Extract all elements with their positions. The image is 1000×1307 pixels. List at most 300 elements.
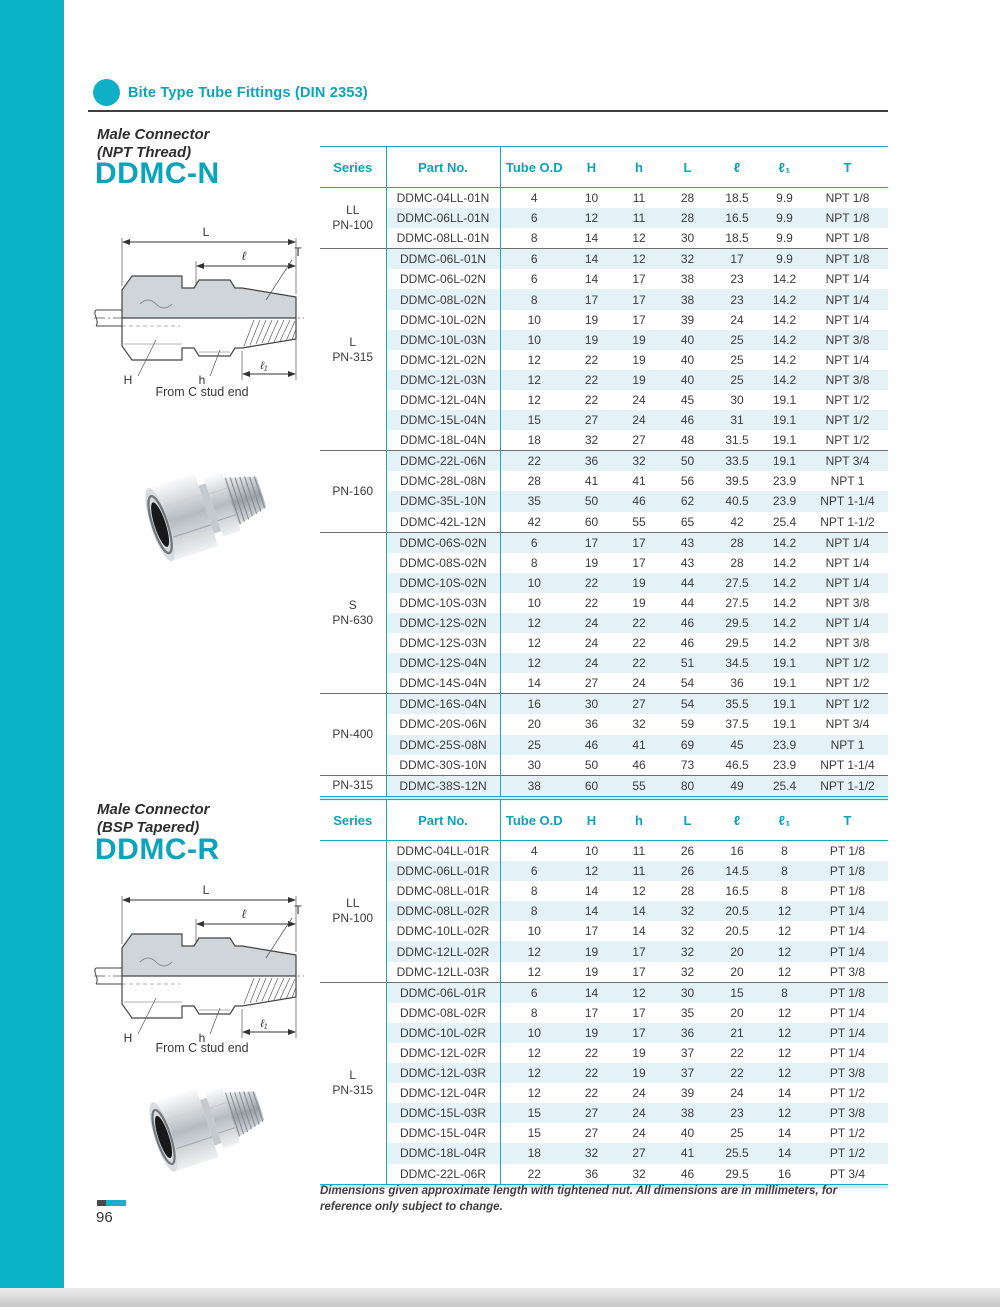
value-cell: NPT 1/4 bbox=[807, 532, 888, 553]
table-row bbox=[320, 1023, 888, 1043]
value-cell: PT 1/4 bbox=[807, 1023, 888, 1043]
value-cell: 27 bbox=[568, 1103, 615, 1123]
part-no-cell: DDMC-16S-04N bbox=[386, 694, 500, 715]
value-cell: NPT 1/8 bbox=[807, 208, 888, 228]
value-cell: 23.9 bbox=[762, 491, 807, 511]
part-no-cell: DDMC-06S-02N bbox=[386, 532, 500, 553]
part-no-cell: DDMC-12LL-03R bbox=[386, 962, 500, 983]
dim-label-l1: ℓ₁ bbox=[260, 1018, 268, 1030]
value-cell: 50 bbox=[663, 451, 712, 472]
value-cell: 19.1 bbox=[772, 392, 797, 407]
value-cell: 8 bbox=[530, 231, 538, 246]
value-cell: 32 bbox=[680, 964, 695, 979]
value-cell: 17 bbox=[632, 312, 646, 327]
value-cell: 18.5 bbox=[725, 231, 749, 246]
value-cell: 38 bbox=[663, 289, 712, 309]
value-cell: 46.5 bbox=[725, 757, 749, 772]
part-no-cell: DDMC-28L-08N bbox=[386, 471, 500, 491]
value-cell: 23.9 bbox=[772, 757, 797, 772]
page-number-bar bbox=[97, 1200, 126, 1206]
part-no-cell: DDMC-12LL-02R bbox=[386, 941, 500, 961]
value-cell: 6 bbox=[500, 982, 568, 1003]
table-row bbox=[320, 755, 888, 776]
value-cell: 17 bbox=[615, 941, 663, 961]
value-cell: 33.5 bbox=[712, 451, 762, 472]
value-cell: 11 bbox=[632, 191, 646, 206]
value-cell: 45 bbox=[712, 735, 762, 755]
dim-label-l: ℓ bbox=[242, 249, 246, 263]
value-cell: 12 bbox=[568, 861, 615, 881]
part-no-cell: DDMC-35L-10N bbox=[386, 491, 500, 511]
page-edge-strip bbox=[0, 1288, 1000, 1307]
value-cell: 38 bbox=[663, 1103, 712, 1123]
column-header: T bbox=[807, 800, 888, 841]
value-cell: 10 bbox=[500, 573, 568, 593]
value-cell: 23.9 bbox=[762, 735, 807, 755]
value-cell: 22 bbox=[615, 653, 663, 673]
value-cell: NPT 1-1/2 bbox=[807, 775, 888, 796]
value-cell: PT 1/4 bbox=[829, 1045, 866, 1060]
value-cell: 39 bbox=[680, 1086, 695, 1101]
value-cell: 12 bbox=[500, 1063, 568, 1083]
value-cell: 20 bbox=[527, 717, 541, 732]
value-cell: PT 1/4 bbox=[807, 941, 888, 961]
value-cell: 14 bbox=[568, 982, 615, 1003]
value-cell: 22 bbox=[615, 613, 663, 633]
value-cell: 40 bbox=[680, 352, 695, 367]
value-cell: PT 3/8 bbox=[807, 1063, 888, 1083]
column-header: Part No. bbox=[386, 147, 500, 188]
table-row bbox=[320, 694, 888, 715]
value-cell: 32 bbox=[663, 941, 712, 961]
value-cell: 43 bbox=[663, 532, 712, 553]
value-cell: NPT 1/2 bbox=[825, 392, 870, 407]
value-cell: NPT 1/2 bbox=[825, 676, 870, 691]
value-cell: 27.5 bbox=[725, 595, 749, 610]
table-row bbox=[320, 1123, 888, 1143]
value-cell: 14.2 bbox=[772, 636, 797, 651]
series-cell: PN-315 bbox=[320, 775, 386, 796]
value-cell: 22 bbox=[584, 392, 599, 407]
value-cell: 19 bbox=[568, 1023, 615, 1043]
value-cell: 19 bbox=[615, 370, 663, 390]
value-cell: PT 1/4 bbox=[829, 924, 866, 939]
column-header: H bbox=[568, 147, 615, 188]
value-cell: 29.5 bbox=[712, 613, 762, 633]
value-cell: 27 bbox=[632, 433, 646, 448]
value-cell: 14 bbox=[527, 676, 541, 691]
column-header: ℓ₁ bbox=[762, 800, 807, 841]
part-no-cell: DDMC-20S-06N bbox=[386, 714, 500, 734]
value-cell: PT 3/8 bbox=[829, 964, 866, 979]
part-no-cell: DDMC-12L-03R bbox=[386, 1063, 500, 1083]
value-cell: 25 bbox=[712, 370, 762, 390]
value-cell: 19 bbox=[632, 595, 646, 610]
technical-drawing-2 bbox=[92, 872, 306, 1049]
table-row bbox=[320, 390, 888, 410]
part-no-cell: DDMC-06L-02N bbox=[386, 269, 500, 289]
part-no-cell: DDMC-10L-03N bbox=[386, 330, 500, 350]
value-cell: 18.5 bbox=[725, 191, 749, 206]
value-cell: NPT 3/8 bbox=[825, 595, 870, 610]
value-cell: NPT 3/8 bbox=[825, 636, 870, 651]
value-cell: 8 bbox=[530, 1005, 538, 1020]
value-cell: 24 bbox=[730, 312, 744, 327]
part-no-cell: DDMC-12L-03N bbox=[386, 370, 500, 390]
technical-drawing-1 bbox=[92, 214, 306, 391]
table-row bbox=[320, 471, 888, 491]
page-number: 96 bbox=[96, 1209, 113, 1226]
value-cell: 12 bbox=[777, 964, 792, 979]
value-cell: 24 bbox=[632, 1086, 646, 1101]
value-cell: PT 1/8 bbox=[807, 982, 888, 1003]
value-cell: 14.2 bbox=[772, 312, 797, 327]
value-cell: 12 bbox=[527, 1045, 541, 1060]
value-cell: 10 bbox=[500, 1023, 568, 1043]
value-cell: 22 bbox=[712, 1063, 762, 1083]
value-cell: 14.2 bbox=[772, 595, 797, 610]
table-row bbox=[320, 735, 888, 755]
value-cell: 19 bbox=[615, 1063, 663, 1083]
value-cell: 12 bbox=[762, 901, 807, 921]
value-cell: 46 bbox=[680, 636, 695, 651]
value-cell: 15 bbox=[500, 1103, 568, 1123]
dim-label-h: h bbox=[198, 373, 206, 386]
part-no-cell: DDMC-06L-01R bbox=[386, 982, 500, 1003]
table-row bbox=[320, 881, 888, 901]
value-cell: NPT 1-1/2 bbox=[820, 514, 875, 529]
value-cell: 17 bbox=[632, 1005, 646, 1020]
value-cell: 49 bbox=[712, 775, 762, 796]
table-row bbox=[320, 553, 888, 573]
value-cell: 46 bbox=[680, 1166, 695, 1181]
table-row bbox=[320, 430, 888, 451]
value-cell: 14.2 bbox=[762, 370, 807, 390]
value-cell: 22 bbox=[584, 1086, 599, 1101]
value-cell: 29.5 bbox=[725, 636, 749, 651]
value-cell: 46 bbox=[615, 491, 663, 511]
column-header: h bbox=[615, 147, 663, 188]
part-no-cell: DDMC-08L-02R bbox=[386, 1003, 500, 1023]
value-cell: PT 1/8 bbox=[829, 844, 866, 859]
table-row bbox=[320, 310, 888, 330]
table-row bbox=[320, 841, 888, 862]
value-cell: 59 bbox=[680, 717, 695, 732]
part-no-cell: DDMC-08LL-02R bbox=[386, 901, 500, 921]
value-cell: 41 bbox=[632, 474, 646, 489]
value-cell: 12 bbox=[568, 208, 615, 228]
value-cell: 24 bbox=[568, 653, 615, 673]
value-cell: 35.5 bbox=[712, 694, 762, 715]
value-cell: 12 bbox=[527, 1086, 541, 1101]
value-cell: 60 bbox=[568, 775, 615, 796]
footnote: Dimensions given approximate length with tightened nut. All dimensions are in millimeters, for reference only subject to change. bbox=[320, 1185, 838, 1213]
value-cell: 38 bbox=[680, 272, 695, 287]
value-cell: 17 bbox=[632, 964, 646, 979]
value-cell: 40 bbox=[680, 1126, 695, 1141]
value-cell: 14 bbox=[762, 1143, 807, 1163]
value-cell: 32 bbox=[584, 433, 599, 448]
value-cell: 30 bbox=[730, 392, 744, 407]
value-cell: 27 bbox=[615, 694, 663, 715]
dim-label-L: L bbox=[202, 225, 210, 239]
table-row bbox=[320, 982, 888, 1003]
part-no-cell: DDMC-12L-04N bbox=[386, 390, 500, 410]
value-cell: 25.4 bbox=[762, 775, 807, 796]
value-cell: 12 bbox=[762, 1063, 807, 1083]
value-cell: 19 bbox=[584, 964, 599, 979]
value-cell: 9.9 bbox=[776, 231, 793, 246]
table-row bbox=[320, 941, 888, 961]
value-cell: 36 bbox=[663, 1023, 712, 1043]
value-cell: 36 bbox=[584, 1166, 599, 1181]
part-no-cell: DDMC-12L-02R bbox=[386, 1043, 500, 1063]
value-cell: 25 bbox=[730, 1126, 744, 1141]
value-cell: 4 bbox=[530, 844, 538, 859]
value-cell: 51 bbox=[663, 653, 712, 673]
value-cell: 14 bbox=[584, 884, 599, 899]
value-cell: 12 bbox=[527, 352, 541, 367]
value-cell: 14 bbox=[777, 1126, 792, 1141]
value-cell: 50 bbox=[568, 491, 615, 511]
value-cell: 27 bbox=[568, 410, 615, 430]
value-cell: NPT 1/2 bbox=[807, 653, 888, 673]
value-cell: NPT 1/2 bbox=[807, 694, 888, 715]
value-cell: 73 bbox=[680, 757, 695, 772]
value-cell: 41 bbox=[584, 474, 599, 489]
section1-thread: (NPT Thread) bbox=[97, 144, 192, 161]
value-cell: 25.4 bbox=[772, 514, 797, 529]
value-cell: 17 bbox=[632, 272, 646, 287]
value-cell: 17 bbox=[632, 555, 646, 570]
table-row bbox=[320, 289, 888, 309]
product-photo-2 bbox=[142, 1063, 276, 1192]
value-cell: 24 bbox=[632, 1126, 646, 1141]
part-no-cell: DDMC-06L-01N bbox=[386, 249, 500, 270]
value-cell: PT 1/8 bbox=[807, 861, 888, 881]
value-cell: 39 bbox=[680, 312, 695, 327]
series-cell: L PN-315 bbox=[320, 249, 386, 451]
value-cell: 16 bbox=[500, 694, 568, 715]
value-cell: 24 bbox=[632, 676, 646, 691]
part-no-cell: DDMC-42L-12N bbox=[386, 512, 500, 533]
value-cell: 8 bbox=[762, 982, 807, 1003]
value-cell: 14 bbox=[568, 901, 615, 921]
part-no-cell: DDMC-15L-04R bbox=[386, 1123, 500, 1143]
value-cell: 35 bbox=[500, 491, 568, 511]
dim-label-L: L bbox=[202, 883, 210, 897]
table-row bbox=[320, 410, 888, 430]
value-cell: PT 1/2 bbox=[829, 1086, 866, 1101]
value-cell: 40 bbox=[663, 330, 712, 350]
value-cell: 46 bbox=[632, 757, 646, 772]
value-cell: NPT 3/4 bbox=[825, 717, 870, 732]
part-no-cell: DDMC-08L-02N bbox=[386, 289, 500, 309]
value-cell: 41 bbox=[663, 1143, 712, 1163]
value-cell: 17 bbox=[615, 1023, 663, 1043]
value-cell: 27.5 bbox=[712, 573, 762, 593]
part-no-cell: DDMC-04LL-01N bbox=[386, 188, 500, 209]
value-cell: 19 bbox=[584, 312, 599, 327]
series-cell: L PN-315 bbox=[320, 982, 386, 1184]
table-row bbox=[320, 962, 888, 983]
drawing-caption-1: From C stud end bbox=[155, 385, 249, 399]
section1-model: DDMC-N bbox=[95, 157, 220, 190]
part-no-cell: DDMC-08LL-01N bbox=[386, 228, 500, 249]
value-cell: 14 bbox=[615, 901, 663, 921]
series-cell: LL PN-100 bbox=[320, 188, 386, 249]
value-cell: NPT 3/8 bbox=[807, 330, 888, 350]
value-cell: 24 bbox=[615, 410, 663, 430]
value-cell: 31.5 bbox=[725, 433, 749, 448]
column-header: Tube O.D bbox=[500, 147, 568, 188]
part-no-cell: DDMC-15L-04N bbox=[386, 410, 500, 430]
value-cell: 44 bbox=[663, 573, 712, 593]
value-cell: 10 bbox=[500, 330, 568, 350]
column-header: T bbox=[807, 147, 888, 188]
value-cell: 8 bbox=[781, 884, 788, 899]
value-cell: 36 bbox=[730, 676, 744, 691]
value-cell: 17 bbox=[568, 532, 615, 553]
section1-name: Male Connector bbox=[97, 126, 210, 143]
part-no-cell: DDMC-10L-02N bbox=[386, 310, 500, 330]
value-cell: 14.2 bbox=[762, 330, 807, 350]
value-cell: 27 bbox=[615, 1143, 663, 1163]
column-header: H bbox=[568, 800, 615, 841]
table-row bbox=[320, 512, 888, 533]
value-cell: 22 bbox=[568, 573, 615, 593]
value-cell: 21 bbox=[712, 1023, 762, 1043]
value-cell: NPT 1/8 bbox=[807, 249, 888, 270]
value-cell: NPT 1/8 bbox=[825, 231, 870, 246]
column-header: h bbox=[615, 800, 663, 841]
dim-label-T: T bbox=[294, 903, 302, 917]
table-row bbox=[320, 249, 888, 270]
ddmc-n-spec-table bbox=[320, 146, 888, 797]
value-cell: 8 bbox=[762, 861, 807, 881]
value-cell: 22 bbox=[584, 1045, 599, 1060]
value-cell: 12 bbox=[500, 941, 568, 961]
value-cell: 8 bbox=[530, 884, 538, 899]
value-cell: 36 bbox=[584, 717, 599, 732]
part-no-cell: DDMC-12L-02N bbox=[386, 350, 500, 370]
value-cell: 20 bbox=[730, 964, 744, 979]
value-cell: 12 bbox=[632, 231, 646, 246]
value-cell: 30 bbox=[663, 982, 712, 1003]
value-cell: 44 bbox=[680, 595, 695, 610]
value-cell: 20.5 bbox=[725, 924, 749, 939]
part-no-cell: DDMC-25S-08N bbox=[386, 735, 500, 755]
value-cell: 32 bbox=[615, 451, 663, 472]
value-cell: 24 bbox=[584, 636, 599, 651]
value-cell: 19 bbox=[632, 1045, 646, 1060]
value-cell: 17 bbox=[568, 289, 615, 309]
part-no-cell: DDMC-10S-02N bbox=[386, 573, 500, 593]
value-cell: 22 bbox=[568, 370, 615, 390]
part-no-cell: DDMC-08S-02N bbox=[386, 553, 500, 573]
value-cell: 14 bbox=[568, 249, 615, 270]
value-cell: 27 bbox=[584, 676, 599, 691]
value-cell: NPT 1/4 bbox=[807, 289, 888, 309]
part-no-cell: DDMC-12S-03N bbox=[386, 633, 500, 653]
value-cell: 28 bbox=[712, 532, 762, 553]
value-cell: 6 bbox=[500, 249, 568, 270]
value-cell: 12 bbox=[527, 392, 541, 407]
page-title: Bite Type Tube Fittings (DIN 2353) bbox=[128, 85, 368, 101]
column-header: Part No. bbox=[386, 800, 500, 841]
value-cell: 23 bbox=[712, 289, 762, 309]
value-cell: 29.5 bbox=[725, 1166, 749, 1181]
value-cell: 10 bbox=[527, 312, 541, 327]
value-cell: 25 bbox=[712, 330, 762, 350]
value-cell: 54 bbox=[663, 694, 712, 715]
part-no-cell: DDMC-15L-03R bbox=[386, 1103, 500, 1123]
value-cell: 12 bbox=[762, 1023, 807, 1043]
value-cell: 10 bbox=[584, 844, 599, 859]
section2-model: DDMC-R bbox=[95, 833, 220, 866]
value-cell: NPT 1-1/4 bbox=[807, 491, 888, 511]
table-row bbox=[320, 1164, 888, 1185]
value-cell: 14.2 bbox=[762, 289, 807, 309]
value-cell: PT 3/8 bbox=[807, 1103, 888, 1123]
column-header: L bbox=[663, 147, 712, 188]
value-cell: 12 bbox=[615, 249, 663, 270]
value-cell: 6 bbox=[500, 532, 568, 553]
value-cell: NPT 1/4 bbox=[807, 573, 888, 593]
table-row bbox=[320, 633, 888, 653]
value-cell: 8 bbox=[500, 289, 568, 309]
value-cell: 20 bbox=[730, 1005, 744, 1020]
value-cell: NPT 1/8 bbox=[825, 191, 870, 206]
value-cell: PT 1/2 bbox=[829, 1126, 866, 1141]
table-row bbox=[320, 775, 888, 796]
column-header: ℓ₁ bbox=[762, 147, 807, 188]
value-cell: 8 bbox=[781, 844, 788, 859]
value-cell: 22 bbox=[527, 1166, 541, 1181]
value-cell: 10 bbox=[527, 595, 541, 610]
value-cell: 28 bbox=[730, 555, 744, 570]
value-cell: 8 bbox=[500, 901, 568, 921]
dim-label-H: H bbox=[123, 1031, 133, 1044]
dim-label-h: h bbox=[198, 1031, 206, 1044]
value-cell: 15 bbox=[712, 982, 762, 1003]
value-cell: 19.1 bbox=[772, 676, 797, 691]
value-cell: 14 bbox=[584, 231, 599, 246]
column-header: L bbox=[663, 800, 712, 841]
value-cell: 12 bbox=[777, 924, 792, 939]
value-cell: 6 bbox=[500, 208, 568, 228]
part-no-cell: DDMC-12S-04N bbox=[386, 653, 500, 673]
value-cell: 17 bbox=[615, 532, 663, 553]
table-header-row bbox=[320, 800, 888, 841]
value-cell: 46 bbox=[663, 410, 712, 430]
table-row bbox=[320, 921, 888, 941]
part-no-cell: DDMC-12S-02N bbox=[386, 613, 500, 633]
table-row bbox=[320, 269, 888, 289]
table-row bbox=[320, 491, 888, 511]
value-cell: 22 bbox=[584, 595, 599, 610]
value-cell: 43 bbox=[680, 555, 695, 570]
value-cell: 18 bbox=[500, 1143, 568, 1163]
section2-name: Male Connector bbox=[97, 801, 210, 818]
value-cell: 14.2 bbox=[772, 352, 797, 367]
part-no-cell: DDMC-14S-04N bbox=[386, 673, 500, 694]
value-cell: 50 bbox=[584, 757, 599, 772]
table-row bbox=[320, 593, 888, 613]
value-cell: 54 bbox=[680, 676, 695, 691]
table-row bbox=[320, 653, 888, 673]
value-cell: 25.5 bbox=[712, 1143, 762, 1163]
